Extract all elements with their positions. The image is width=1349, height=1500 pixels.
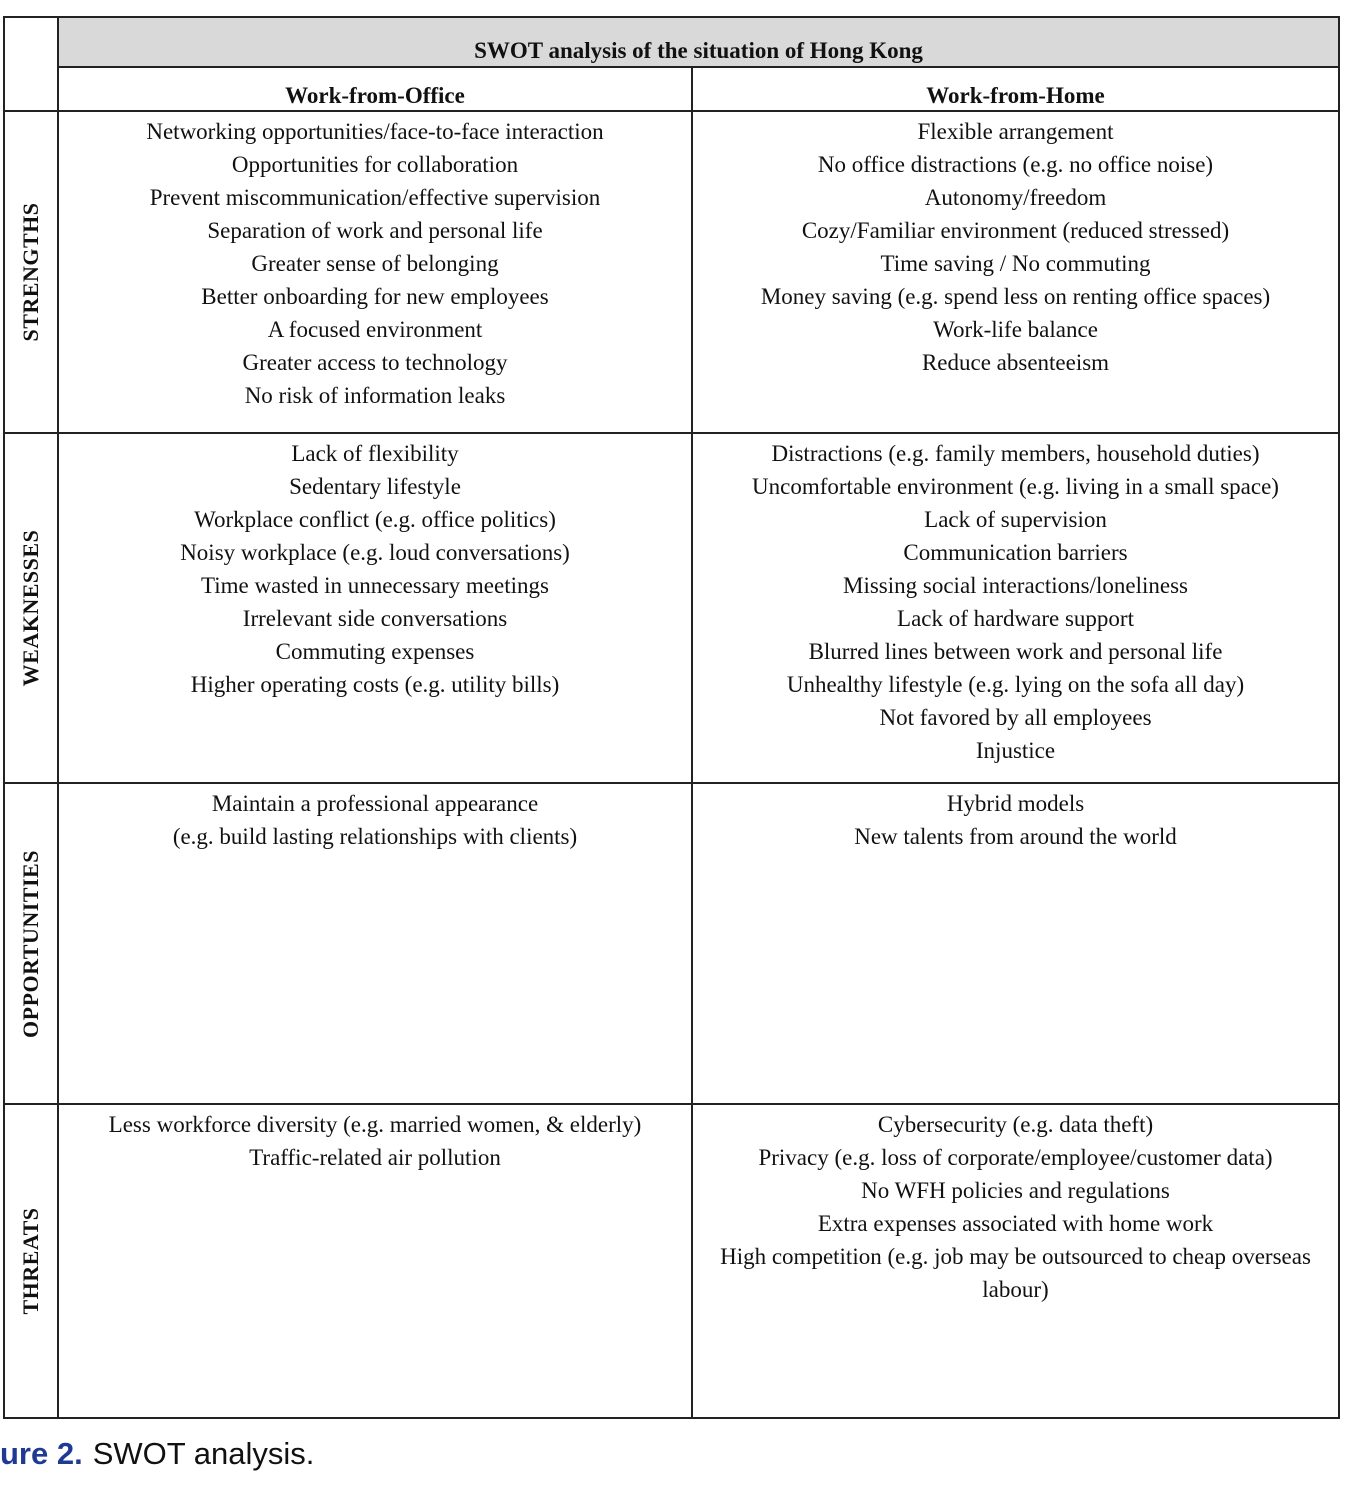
list-threats-office — [59, 1108, 691, 1174]
list-item: Distractions (e.g. family members, household duties) — [771, 441, 1260, 466]
list-item: Cozy/Familiar environment (reduced stressed) — [801, 218, 1230, 243]
column-header-office: Work-from-Office — [58, 67, 692, 111]
list-item: Noisy workplace (e.g. loud conversations) — [180, 540, 570, 565]
list-item: Money saving (e.g. spend less on renting office spaces) — [760, 284, 1271, 309]
row-weaknesses — [4, 433, 1339, 783]
row-strengths — [4, 111, 1339, 433]
row-label-text: WEAKNESSES — [18, 529, 43, 687]
list-item: Time wasted in unnecessary meetings — [201, 573, 549, 598]
row-label-text: OPPORTUNITIES — [18, 849, 43, 1038]
row-label-text: THREATS — [18, 1207, 43, 1315]
list-item: Separation of work and personal life — [207, 218, 543, 243]
list-item: New talents from around the world — [854, 824, 1177, 849]
list-item: Time saving / No commuting — [880, 251, 1151, 276]
list-strengths-office — [59, 115, 691, 412]
list-item: No WFH policies and regulations — [861, 1178, 1170, 1203]
row-label-opportunities — [4, 783, 58, 1104]
list-item: Networking opportunities/face-to-face interaction — [146, 119, 604, 144]
list-item: Reduce absenteeism — [921, 350, 1110, 375]
cell-opportunities-home — [692, 783, 1339, 1104]
list-item: Cybersecurity (e.g. data theft) — [877, 1112, 1154, 1137]
figure-caption-text: SWOT analysis. — [92, 1436, 315, 1471]
cell-threats-home — [692, 1104, 1339, 1418]
list-item: Better onboarding for new employees — [201, 284, 549, 309]
list-opportunities-office — [59, 787, 691, 853]
cell-opportunities-office — [58, 783, 692, 1104]
row-threats — [4, 1104, 1339, 1418]
list-item: Maintain a professional appearance — [211, 791, 539, 816]
list-opportunities-home — [693, 787, 1338, 853]
list-item: Communication barriers — [903, 540, 1128, 565]
list-item: Opportunities for collaboration — [231, 152, 519, 177]
list-item: No office distractions (e.g. no office noise) — [817, 152, 1214, 177]
list-item: No risk of information leaks — [244, 383, 506, 408]
row-label-threats — [4, 1104, 58, 1418]
list-item: Higher operating costs (e.g. utility bills) — [190, 672, 560, 697]
list-item: Autonomy/freedom — [924, 185, 1107, 210]
list-item: High competition (e.g. job may be outsourced to cheap overseas labour) — [720, 1244, 1311, 1302]
list-item: Hybrid models — [946, 791, 1085, 816]
list-item: Prevent miscommunication/effective supervision — [149, 185, 601, 210]
list-item: Greater sense of belonging — [251, 251, 499, 276]
list-item: Uncomfortable environment (e.g. living in a small space) — [752, 474, 1279, 499]
list-item: (e.g. build lasting relationships with clients) — [172, 824, 578, 849]
corner-cell — [4, 17, 58, 111]
list-item: Flexible arrangement — [917, 119, 1114, 144]
row-label-strengths — [4, 111, 58, 433]
list-strengths-home — [693, 115, 1338, 379]
column-header-home: Work-from-Home — [692, 67, 1339, 111]
list-weaknesses-home — [693, 437, 1338, 767]
cell-weaknesses-office — [58, 433, 692, 783]
list-item: Greater access to technology — [242, 350, 508, 375]
list-item: Unhealthy lifestyle (e.g. lying on the sofa all day) — [786, 672, 1245, 697]
table-title: SWOT analysis of the situation of Hong Kong — [58, 17, 1339, 67]
row-label-weaknesses — [4, 433, 58, 783]
figure-label: ure 2. — [0, 1436, 83, 1471]
list-item: Lack of flexibility — [291, 441, 459, 466]
list-item: Lack of hardware support — [897, 606, 1134, 631]
cell-strengths-office — [58, 111, 692, 433]
list-item: Traffic-related air pollution — [249, 1145, 501, 1170]
list-item: Not favored by all employees — [879, 705, 1152, 730]
cell-threats-office — [58, 1104, 692, 1418]
list-item: A focused environment — [267, 317, 483, 342]
list-item: Work-life balance — [933, 317, 1098, 342]
cell-weaknesses-home — [692, 433, 1339, 783]
swot-table — [3, 16, 1340, 1419]
figure-caption — [0, 1436, 314, 1472]
list-item: Commuting expenses — [275, 639, 475, 664]
list-item: Irrelevant side conversations — [242, 606, 508, 631]
list-threats-home — [693, 1108, 1338, 1306]
list-item: Privacy (e.g. loss of corporate/employee/customer data) — [758, 1145, 1273, 1170]
list-item: Workplace conflict (e.g. office politics) — [194, 507, 556, 532]
list-item: Blurred lines between work and personal life — [808, 639, 1223, 664]
list-item: Extra expenses associated with home work — [817, 1211, 1214, 1236]
list-item: Sedentary lifestyle — [289, 474, 461, 499]
row-opportunities — [4, 783, 1339, 1104]
list-item: Injustice — [975, 738, 1056, 763]
list-item: Missing social interactions/loneliness — [843, 573, 1188, 598]
list-item: Less workforce diversity (e.g. married women, & elderly) — [108, 1112, 642, 1137]
list-weaknesses-office — [59, 437, 691, 701]
list-item: Lack of supervision — [924, 507, 1107, 532]
cell-strengths-home — [692, 111, 1339, 433]
row-label-text: STRENGTHS — [18, 202, 43, 342]
